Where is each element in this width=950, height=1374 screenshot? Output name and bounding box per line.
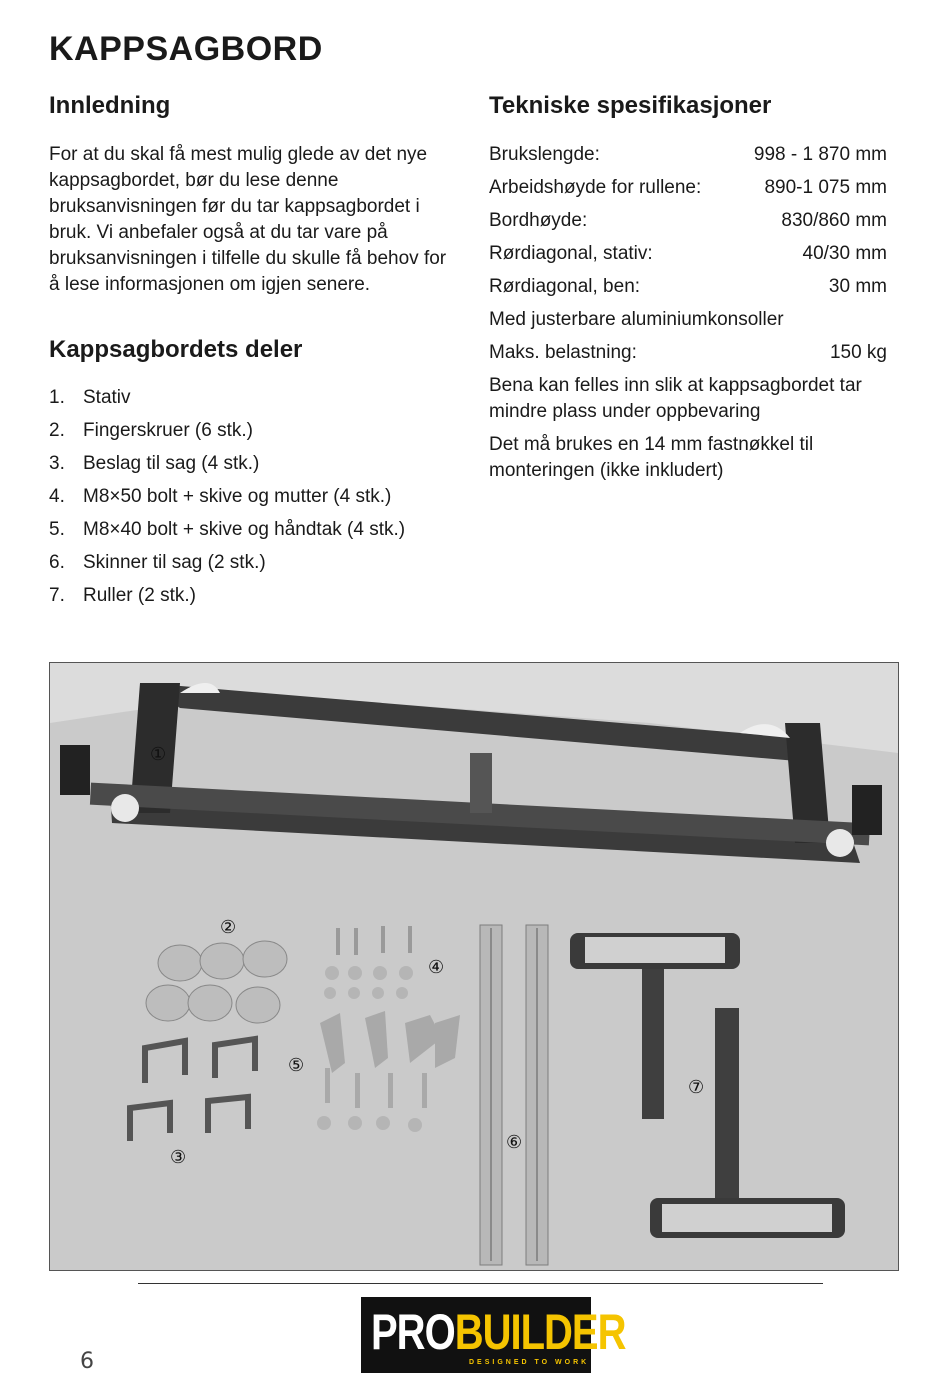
page-number: 6 (80, 1349, 94, 1374)
parts-list-item (49, 582, 405, 615)
spec-value: 40/30 mm (802, 243, 887, 264)
parts-list-item (49, 516, 405, 549)
spec-note: Med justerbare aluminiumkonsoller (489, 309, 784, 330)
intro-heading: Innledning (49, 92, 171, 119)
item-number: 2. (49, 420, 65, 441)
marker-7: ⑦ (688, 1077, 705, 1098)
spec-note-fold: Bena kan felles inn slik at kappsagbordet tar mindre plass under oppbevaring (489, 375, 862, 422)
parts-list-item (49, 384, 405, 417)
spec-label: Maks. belastning: (489, 342, 637, 363)
spec-label: Brukslengde: (489, 144, 600, 165)
spec-value: 890-1 075 mm (764, 177, 887, 198)
spec-value: 998 - 1 870 mm (753, 144, 887, 165)
spec-row (489, 274, 887, 307)
logo-pro: PRO (371, 1305, 455, 1360)
item-number: 6. (49, 552, 65, 573)
specs-heading: Tekniske spesifikasjoner (489, 92, 772, 119)
marker-1: ① (150, 744, 167, 765)
spec-value: 830/860 mm (781, 210, 887, 231)
parts-photo (49, 662, 899, 1271)
spec-label: Rørdiagonal, stativ: (489, 243, 653, 264)
spec-label: Arbeidshøyde for rullene: (489, 177, 702, 198)
item-label: Beslag til sag (4 stk.) (83, 453, 260, 474)
spec-row (489, 175, 887, 208)
spec-note-adjustable (489, 307, 887, 340)
item-label: Stativ (83, 387, 131, 408)
item-number: 3. (49, 453, 65, 474)
item-number: 1. (49, 387, 65, 408)
item-number: 7. (49, 585, 65, 606)
marker-6: ⑥ (506, 1132, 523, 1153)
probuilder-logo (361, 1297, 626, 1373)
item-label: M8×50 bolt + skive og mutter (4 stk.) (83, 486, 392, 507)
item-number: 5. (49, 519, 65, 540)
parts-photo-illustration (50, 663, 898, 1270)
spec-value: 30 mm (828, 276, 887, 297)
intro-text: For at du skal få mest mulig glede av det nye kappsagbordet, bør du lese denne bruksanvisningen før du tar kappsagbordet i bruk. Vi anbefaler også at du tar vare på bruksanvisningen i tilfelle du skulle få behov for å lese informasjonen om igjen senere. (49, 144, 447, 295)
specs-table (489, 142, 887, 491)
spec-row (489, 208, 887, 241)
parts-list-item (49, 450, 405, 483)
logo-tagline: DESIGNED TO WORK (469, 1359, 590, 1366)
spec-row (489, 241, 887, 274)
spec-note-tool: Det må brukes en 14 mm fastnøkkel til monteringen (ikke inkludert) (489, 434, 814, 481)
item-label: Skinner til sag (2 stk.) (83, 552, 266, 573)
page-title: KAPPSAGBORD (49, 30, 323, 68)
marker-5: ⑤ (288, 1055, 305, 1076)
item-label: Fingerskruer (6 stk.) (83, 420, 253, 441)
parts-list-item (49, 549, 405, 582)
parts-list (49, 384, 405, 615)
item-label: M8×40 bolt + skive og håndtak (4 stk.) (83, 519, 406, 540)
spec-value: 150 kg (829, 342, 887, 363)
item-number: 4. (49, 486, 65, 507)
spec-row-max-load (489, 340, 887, 373)
spec-row (489, 142, 887, 175)
marker-2: ② (220, 917, 237, 938)
spec-label: Bordhøyde: (489, 210, 588, 231)
parts-list-item (49, 417, 405, 450)
logo-wordmark (371, 1305, 625, 1361)
item-label: Ruller (2 stk.) (83, 585, 196, 606)
marker-4: ④ (428, 957, 445, 978)
logo-builder: BUILDER (454, 1305, 626, 1360)
footer-divider (138, 1283, 823, 1284)
marker-3: ③ (170, 1147, 187, 1168)
spec-label: Rørdiagonal, ben: (489, 276, 641, 297)
parts-heading: Kappsagbordets deler (49, 336, 303, 363)
parts-list-item (49, 483, 405, 516)
